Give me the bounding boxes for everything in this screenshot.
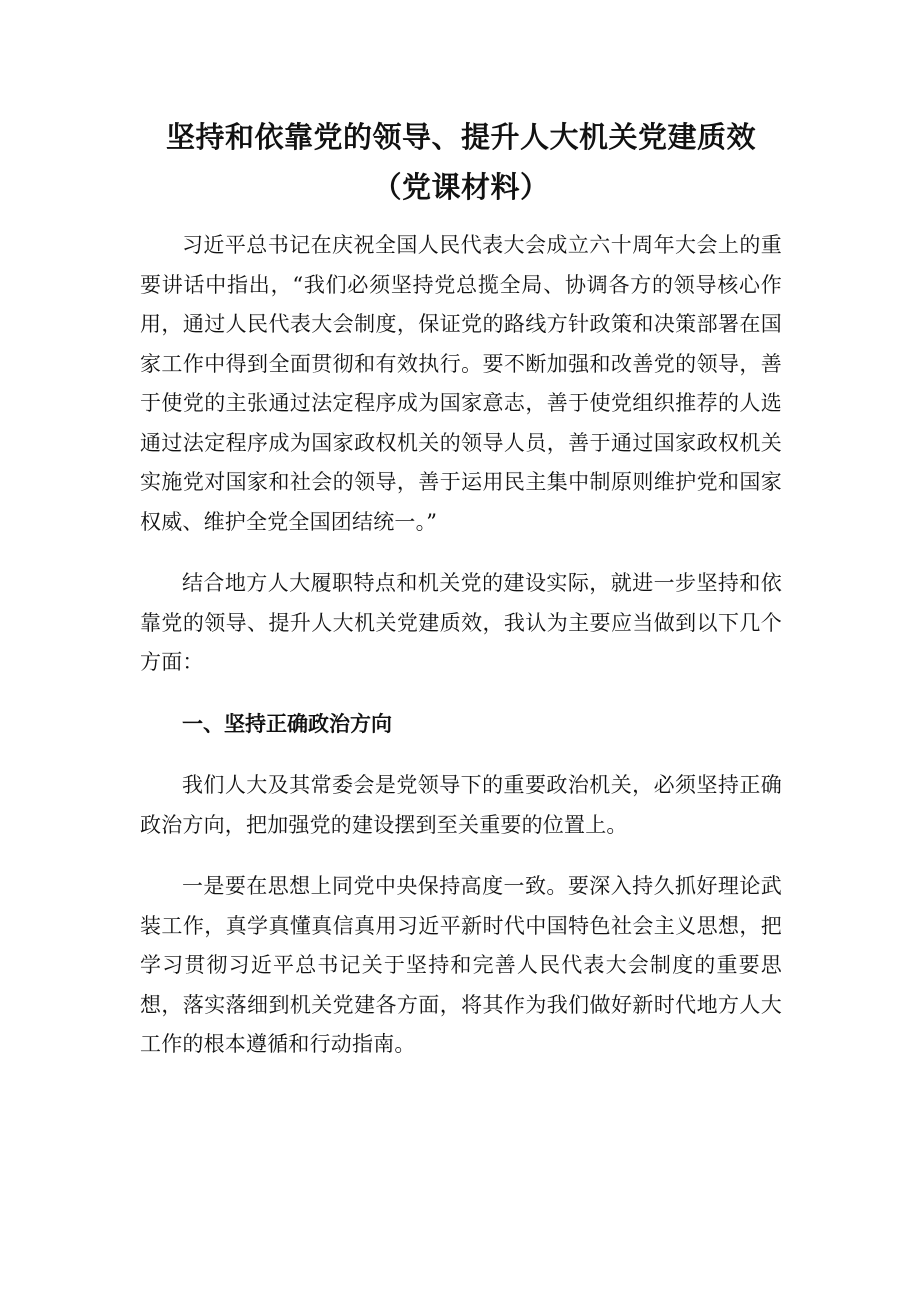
document-title: 坚持和依靠党的领导、提升人大机关党建质效（党课材料） <box>165 120 756 204</box>
section-paragraph: 一是要在思想上同党中央保持高度一致。要深入持久抓好理论武装工作，真学真懂真信真用习近平新时代中国特色社会主义思想，把学习贯彻习近平总书记关于坚持和完善人民代表大会制度的重要思想，落实落细到机关党建各方面，将其作为我们做好新时代地方人大工作的根本遵循和行动指南。 <box>140 874 782 1056</box>
paragraph-intro: 结合地方人大履职特点和机关党的建设实际，就进一步坚持和依靠党的领导、提升人大机关党建质效，我认为主要应当做到以下几个方面： <box>140 571 782 674</box>
paragraph-quote: 习近平总书记在庆祝全国人民代表大会成立六十周年大会上的重要讲话中指出，“我们必须坚持党总揽全局、协调各方的领导核心作用，通过人民代表大会制度，保证党的路线方针政策和决策部署在国家工作中得到全面贯彻和有效执行。要不断加强和改善党的领导，善于使党的主张通过法定程序成为国家意志，善于使党组织推荐的人选通过法定程序成为国家政权机关的领导人员，善于通过国家政权机关实施党对国家和社会的领导，善于运用民主集中制原则维护党和国家权威、维护全党全国团结统一。” <box>140 233 782 534</box>
section-heading: 一、坚持正确政治方向 <box>182 711 392 736</box>
section-paragraph: 我们人大及其常委会是党领导下的重要政治机关，必须坚持正确政治方向，把加强党的建设摆到至关重要的位置上。 <box>140 773 782 837</box>
document-body <box>140 112 782 1065</box>
